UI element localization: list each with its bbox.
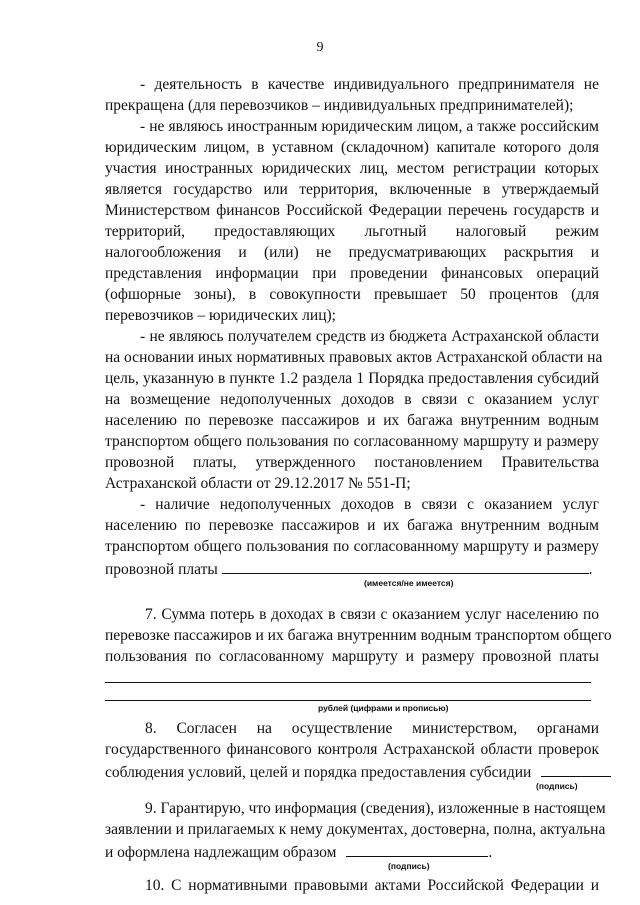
text-line: Астраханской области от 29.12.2017 № 551-П;	[105, 475, 411, 492]
amount-caption: рублей (цифрами и прописью)	[318, 703, 449, 713]
availability-input-line[interactable]	[222, 559, 589, 574]
text-line: представления информации при проведении финансовых операций	[105, 265, 599, 282]
section7-line: пользования по согласованному маршруту и размеру провозной платы	[105, 648, 599, 665]
text-line: - не являюсь получателем средств из бюджета Астраханской области	[140, 328, 599, 345]
amount-input-line[interactable]	[105, 682, 591, 683]
amount-input-line-2[interactable]	[105, 700, 591, 701]
text-line: - наличие недополученных доходов в связи с оказанием услуг	[140, 496, 599, 513]
section9-line-label: и оформлена надлежащим образом	[105, 844, 337, 861]
text-line: на возмещение недополученных доходов в связи с оказанием услуг	[105, 391, 599, 408]
section8-line: 8. Согласен на осуществление министерством, органами	[145, 720, 599, 737]
page-number: 9	[316, 40, 324, 55]
text-line: населению по перевозке пассажиров и их багажа внутренним водным	[105, 412, 599, 429]
availability-caption: (имеется/не имеется)	[364, 578, 454, 588]
signature-field-9[interactable]	[346, 842, 488, 857]
section7-line: перевозке пассажиров и их багажа внутренним водным транспортом общего	[105, 627, 612, 644]
section8-line: государственного финансового контроля Астраханской области проверок	[105, 741, 599, 758]
section10-line: 10. С нормативными правовыми актами Российской Федерации и	[145, 877, 599, 894]
text-line: - не являюсь иностранным юридическим лицом, а также российским	[140, 118, 599, 135]
text-line: прекращена (для перевозчиков – индивидуальных предпринимателей);	[105, 97, 574, 114]
section8-line-label: соблюдения условий, целей и порядка предоставления субсидии	[105, 764, 532, 781]
text-line: - деятельность в качестве индивидуального предпринимателя не	[140, 76, 599, 93]
text-line: (офшорные зоны), в совокупности превышает 50 процентов (для	[105, 286, 599, 303]
text-line: на основании иных нормативных правовых актов Астраханской области на	[105, 349, 603, 366]
section8-line	[105, 762, 599, 782]
text-line: провозной платы .	[105, 561, 593, 578]
text-line: цель, указанную в пункте 1.2 раздела 1 Порядка предоставления субсидий	[105, 370, 599, 387]
text-line: транспортом общего пользования по согласованному маршруту и размеру	[105, 538, 599, 555]
section9-line: 9. Гарантирую, что информация (сведения), изложенные в настоящем	[145, 800, 606, 817]
text-line: перевозчиков – юридических лиц);	[105, 307, 336, 324]
text-line: провозной платы, утвержденного постановлением Правительства	[105, 454, 599, 471]
text-line: участия иностранных юридических лиц, местом регистрации которых	[105, 160, 599, 177]
text-line: налогообложения и (или) не предусматривающих раскрытия и	[105, 244, 599, 261]
text-line: транспортом общего пользования по согласованному маршруту и размеру	[105, 433, 599, 450]
signature-caption-9: (подпись)	[388, 861, 430, 871]
section7-line: 7. Сумма потерь в доходах в связи с оказанием услуг населению по	[145, 606, 599, 623]
text-line-label: провозной платы	[105, 561, 218, 578]
section9-line: и оформлена надлежащим образом .	[105, 844, 493, 861]
text-line: Министерством финансов Российской Федерации перечень государств и	[105, 202, 599, 219]
text-line: населению по перевозке пассажиров и их багажа внутренним водным	[105, 517, 599, 534]
text-line: юридическим лицом, в уставном (складочном) капитале которого доля	[105, 139, 599, 156]
section9-line: заявлении и прилагаемых к нему документах, достоверна, полна, актуальна	[105, 821, 606, 838]
text-line: является государство или территория, включенные в утверждаемый	[105, 181, 599, 198]
signature-caption-8: (подпись)	[536, 781, 578, 791]
signature-field-8[interactable]	[541, 762, 611, 777]
text-line: территорий, предоставляющих льготный налоговый режим	[105, 223, 599, 240]
